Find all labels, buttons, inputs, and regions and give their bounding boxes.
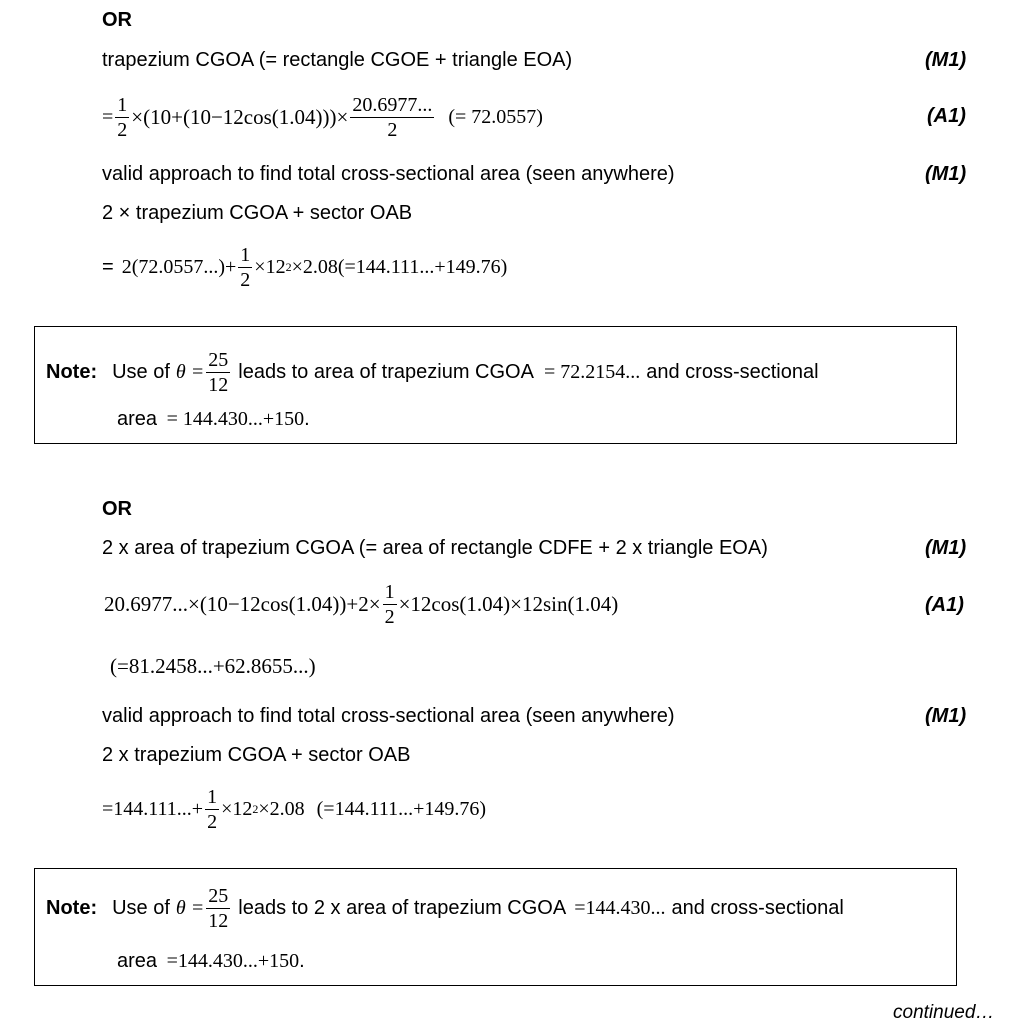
method-line: 2 x trapezium CGOA + sector OAB	[102, 744, 411, 766]
note-box	[34, 326, 957, 444]
continued-label: continued…	[893, 1002, 995, 1023]
note-line	[117, 951, 305, 971]
method-line: 2 × trapezium CGOA + sector OAB	[102, 202, 413, 224]
note-box	[34, 868, 957, 986]
note-value: =144.430...+150	[166, 950, 300, 972]
note-label: Note:	[46, 361, 98, 383]
method-line: valid approach to find total cross-sectional area (seen anywhere)	[102, 705, 675, 727]
note-text: Use of	[112, 361, 170, 383]
formula-expression: 2(72.0557...)+	[121, 256, 237, 278]
equals-sign: =	[102, 106, 114, 128]
formula-expression: ×12cos(1.04)×12sin(1.04)	[398, 591, 619, 616]
fraction-denominator: 2	[384, 605, 395, 628]
or-label: OR	[102, 498, 132, 520]
note-text: area	[117, 408, 158, 430]
note-value: = 72.2154...	[543, 361, 641, 383]
fraction-numerator: 1	[207, 785, 218, 808]
fraction-denominator: 2	[387, 118, 398, 141]
or-label: OR	[102, 9, 132, 31]
formula-expression: ×12	[221, 798, 253, 820]
method-line: valid approach to find total cross-sectional area (seen anywhere)	[102, 163, 675, 185]
note-label: Note:	[46, 897, 98, 919]
mark-label: (M1)	[925, 49, 967, 71]
formula-line: (=81.2458...+62.8655...)	[110, 654, 316, 678]
mark-label: (M1)	[925, 537, 967, 559]
formula-expression: ×12	[254, 256, 286, 278]
note-text: area	[117, 950, 158, 972]
note-line	[46, 885, 844, 931]
equals-sign: =	[102, 256, 114, 278]
superscript: 2	[285, 260, 292, 274]
formula-expression: ×2.08	[258, 798, 305, 820]
theta-symbol: θ =	[175, 361, 205, 383]
fraction-denominator: 12	[208, 909, 229, 932]
fraction-numerator: 25	[208, 884, 229, 907]
method-line: 2 x area of trapezium CGOA (= area of rectangle CDFE + 2 x triangle EOA)	[102, 537, 768, 559]
superscript: 2	[252, 802, 259, 816]
formula-line	[102, 786, 486, 832]
formula-expression: ×(10+(10−12cos(1.04)))×	[131, 104, 349, 129]
note-text: and cross-sectional	[671, 897, 844, 919]
fraction-denominator: 2	[207, 810, 218, 833]
formula-line	[102, 244, 507, 290]
fraction-denominator: 2	[117, 118, 128, 141]
note-value: = 144.430...+150	[166, 408, 305, 430]
note-text: and cross-sectional	[646, 361, 819, 383]
formula-result: (=144.111...+149.76)	[316, 798, 487, 820]
note-text: leads to 2 x area of trapezium CGOA	[238, 897, 567, 919]
mark-label: (A1)	[927, 105, 966, 127]
fraction-numerator: 1	[117, 93, 128, 116]
fraction	[238, 245, 252, 290]
theta-symbol: θ =	[175, 897, 205, 919]
note-text: Use of	[112, 897, 170, 919]
mark-label: (M1)	[925, 705, 967, 727]
fraction	[206, 886, 230, 931]
method-line	[102, 50, 572, 70]
fraction	[206, 350, 230, 395]
formula-expression: =144.111...+	[102, 798, 204, 820]
note-text: .	[299, 950, 305, 972]
formula-line	[104, 581, 618, 627]
mark-label: (A1)	[925, 594, 964, 616]
fraction-numerator: 25	[208, 348, 229, 371]
note-text: .	[304, 408, 310, 430]
note-value: =144.430...	[574, 897, 666, 919]
formula-line	[102, 94, 543, 140]
formula-expression: 20.6977...×(10−12cos(1.04))+2×	[104, 591, 381, 616]
fraction	[115, 95, 129, 140]
formula-expression: ×2.08(=144.111...+149.76)	[291, 256, 508, 278]
fraction-numerator: 1	[240, 243, 251, 266]
fraction-numerator: 20.6977...	[352, 93, 433, 116]
fraction	[205, 787, 219, 832]
note-line	[117, 409, 310, 429]
fraction-numerator: 1	[384, 580, 395, 603]
formula-result: (= 72.0557)	[448, 106, 543, 128]
method-text: trapezium CGOA (= rectangle CGOE + triangle EOA)	[102, 49, 573, 71]
note-line	[46, 349, 819, 395]
fraction	[350, 95, 434, 140]
fraction-denominator: 12	[208, 373, 229, 396]
note-text: leads to area of trapezium CGOA	[238, 361, 534, 383]
fraction-denominator: 2	[240, 268, 251, 291]
fraction	[383, 582, 397, 627]
mark-label: (M1)	[925, 163, 967, 185]
